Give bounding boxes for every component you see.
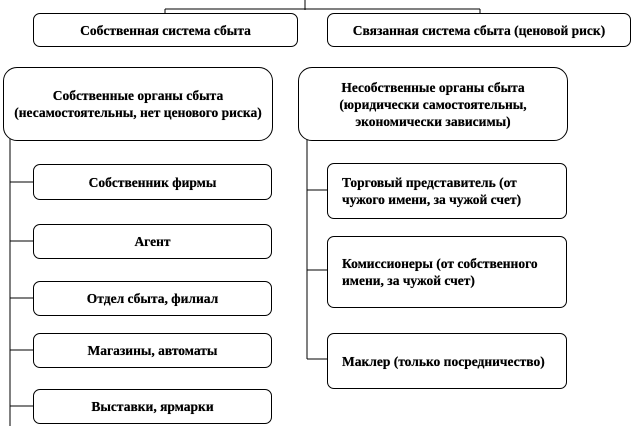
- linked-sales-system-label: Связанная система сбыта (ценовой риск): [352, 22, 606, 38]
- own-item-label: Выставки, ярмарки: [91, 399, 214, 414]
- external-item-commission-agents: [327, 236, 567, 308]
- own-item-agent: [33, 224, 272, 259]
- own-sales-system-label: Собственная система сбыта: [80, 22, 251, 38]
- external-item-broker: [327, 333, 567, 389]
- own-sales-system-box: [33, 13, 298, 47]
- own-item-label: Собственник фирмы: [88, 174, 217, 190]
- external-sales-bodies-box: [298, 67, 568, 141]
- own-item-shops-machines: [33, 333, 272, 368]
- own-item-label: Магазины, автоматы: [87, 343, 218, 358]
- external-item-label: Торговый представитель (от чужого имени, за чужой счет): [342, 175, 522, 207]
- own-item-label: Агент: [134, 234, 171, 249]
- own-item-sales-department: [33, 281, 272, 316]
- own-sales-bodies-box: [3, 67, 273, 141]
- external-item-label: Комиссионеры (от собственного имени, за чужой счет): [342, 256, 538, 288]
- own-item-exhibitions-fairs: [33, 389, 272, 424]
- external-item-label: Маклер (только посредничество): [342, 353, 545, 369]
- own-sales-bodies-label: Собственные органы сбыта (несамостоятельны, нет ценового риска): [14, 88, 262, 120]
- linked-sales-system-box: [327, 13, 631, 47]
- own-item-label: Отдел сбыта, филиал: [86, 291, 219, 306]
- own-item-firm-owner: [33, 164, 272, 200]
- external-sales-bodies-label: Несобственные органы сбыта (юридически самостоятельны, экономически зависимы): [339, 79, 527, 129]
- external-item-trade-representative: [327, 163, 567, 219]
